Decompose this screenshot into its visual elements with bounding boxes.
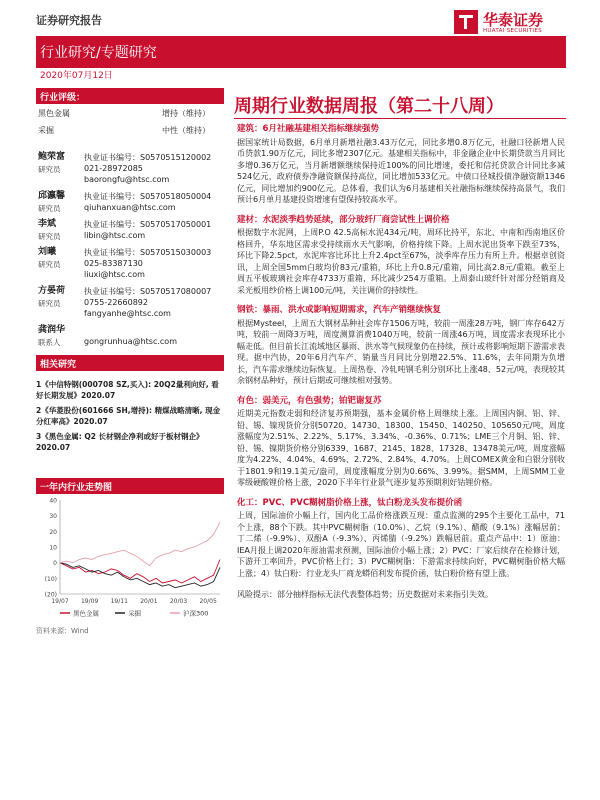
x-tick-label: 19/09: [80, 598, 99, 605]
section-title-chemicals: 化工：PVC、PVC糊树脂价格上涨，钛白粉龙头发布提价函: [237, 497, 463, 508]
rating-section-head: 行业评级：: [36, 88, 224, 104]
analyst-phone: 021-28972085: [84, 164, 143, 173]
rating-sector: 采掘: [38, 126, 54, 135]
rating-value: 增持（维持）: [162, 109, 210, 118]
analyst-role: 研究员: [38, 299, 61, 308]
y-tick-label: 40: [49, 497, 57, 505]
analyst-block: [36, 219, 224, 241]
y-tick-label: 30: [49, 513, 57, 521]
analyst-name: 鲍荣富: [38, 152, 66, 162]
section-title-nonferrous: 有色：弱美元，有色强势；铂钯谢复苏: [237, 395, 382, 406]
chart-head: 一年内行业走势图: [36, 478, 224, 494]
analyst-role: 研究员: [38, 232, 61, 241]
x-tick-label: 20/05: [199, 598, 217, 605]
risk-warning: 风险提示：部分抽样指标无法代表整体趋势；历史数据对未来指引失效。: [237, 590, 493, 599]
sidebar: [36, 88, 224, 453]
report-category: 行业研究/专题研究: [40, 45, 157, 61]
analyst-license: 执业证书编号：S0570518050004: [84, 192, 212, 201]
analyst-name: 刘曦: [38, 247, 57, 257]
related-research-item[interactable]: 1《中信特钢(000708 SZ,买入): 20Q2量利向好, 看好长期发展》2020.07: [36, 380, 219, 400]
page-title: 周期行业数据周报（第二十八周）: [234, 96, 504, 117]
rating-row: [36, 104, 224, 121]
analyst-block: [36, 325, 224, 347]
analyst-license: 执业证书编号：S0570515030003: [84, 248, 212, 257]
x-tick-label: 19/07: [51, 598, 69, 605]
chart-source: 资料来源：Wind: [36, 627, 89, 635]
analyst-license: 执业证书编号：S0570517050001: [84, 220, 212, 229]
analyst-email[interactable]: baorongfu@htsc.com: [84, 175, 170, 184]
related-research-list: [36, 379, 224, 453]
analyst-name: 邱瀛馨: [38, 191, 66, 201]
analyst-email[interactable]: liuxi@htsc.com: [84, 270, 145, 279]
analyst-role: 研究员: [38, 165, 61, 174]
section-body-construction: 据国家统计局数据，6月单月新增社融3.43万亿元，同比多增0.8万亿元，社融口径新增人民币贷款1.90万亿元，同比多增2307亿元。基建相关指标中，非金融企业中长期贷款当月同比多增0.36万亿元，当月新增额继续保持近100%的同比增速，委托和信托贷款合计同比多减524亿元，政府债券净融资额保持高位，同比增加533亿元。中债口径城投债净融资额1346亿元，同比增加约900亿元。总体看，我们认为6月基建相关社融指标继续保持高景气，我们预计6月单月基建投资增速有望保持较高水平。: [237, 137, 565, 204]
related-research-item[interactable]: 2《华菱股份(601666 SH,增持): 精煤战略清晰, 现金分红率高》2020.07: [36, 406, 221, 426]
related-research-item[interactable]: 3《黑色金属: Q2 长材钢企净利或好于板材钢企》2020.07: [36, 432, 204, 452]
analyst-phone: 025-83387130: [84, 259, 143, 268]
analyst-name: 方晏荷: [38, 286, 66, 296]
rating-value: 中性（维持）: [162, 126, 210, 135]
analyst-email[interactable]: fangyanhe@htsc.com: [84, 309, 171, 318]
analyst-block: [36, 152, 224, 185]
huatai-logo: [454, 8, 564, 38]
analyst-license: 执业证书编号：S0570517080007: [84, 287, 212, 296]
analyst-email[interactable]: qiuhanxuan@htsc.com: [84, 203, 176, 212]
section-body-steel: 根据Mysteel，上周五大钢材品种社会库存1506万吨，较前一周涨28万吨，钢厂库存642万吨，较前一周降3万吨，周度测算消费1040万吨，较前一周涨46万吨，周度需求表现环比小幅走低。但目前长江流域地区暴雨、洪水等气候现象仍在持续，预计或将影响短期下游需求表现。据中汽协，20年6月汽车产、销量当月同比分别增22.5%、11.6%，去年同期为负增长，汽车需求继续边际恢复。上周热卷、冷轧吨钢毛利分别环比上涨48、52元/吨，表现较其余钢材品种好，预计后期或可继续相对强势。: [237, 318, 565, 385]
report-type-label: 证券研究报告: [36, 14, 102, 27]
y-tick-label: (20): [44, 591, 57, 599]
rating-sector: 黑色金属: [38, 109, 70, 118]
y-tick-label: 0: [53, 560, 57, 568]
analyst-license: 执业证书编号：S0570515120002: [84, 153, 212, 162]
analyst-email[interactable]: libin@htsc.com: [84, 231, 146, 240]
main-content: [237, 124, 565, 601]
analyst-role: 联系人: [38, 338, 61, 347]
header-band: [36, 36, 566, 68]
section-body-nonferrous: 近期美元指数走弱和经济复苏预期强，基本金属价格上周继续上涨。上周国内铜、铝、锌、铅、锡、镍现货价分别50720、14730、18300、15450、140250、105650元/吨，周度涨幅度为2.51%、2.22%、5.17%、3.34%、-0.36%、0.71%；LME三个月铜、铝、锌、铅、锡、镍期货价格分别6339、1687、2145、1828、17328、13478美元/吨，周度涨幅度为4.22%、4.04%、4.69%、2.72%、2.84%、4.70%。上周COMEX黄金和白银分别收于1801.9和19.1美元/盎司，周度涨幅度分别为0.66%、3.99%。据SMM，上周SMM工业零级硬酸锂价格上涨，2020下半年行业景气逐步复苏预期利好钴锂价格。: [237, 409, 565, 487]
analyst-role: 研究员: [38, 260, 61, 269]
analyst-block: [36, 286, 224, 319]
analyst-email[interactable]: gongrunhua@htsc.com: [84, 337, 177, 346]
x-tick-label: 20/03: [169, 598, 188, 605]
logo-chinese-name: 华泰证券: [483, 11, 544, 29]
section-title-steel: 钢铁：暴雨、洪水或影响短期需求，汽车产销继续恢复: [237, 305, 442, 315]
section-title-building-materials: 建材：水泥淡季趋势延续，部分玻纤厂商尝试性上调价格: [237, 214, 450, 225]
analyst-block: [36, 247, 224, 280]
section-body-chemicals: 上周，国际油价小幅上行，国内化工品价格涨跌互现：重点监测的295个主要化工品中，71个上涨，88个下跌。其中PVC糊树脂（10.0%）、乙烷（9.1%）、醋酸（9.1%）涨幅居前；丁二烯（-9.9%）、双酚A（-9.3%）、丙烯腈（-9.2%）跌幅居前。重点产品中：1）原油：IEA月报上调2020年原油需求预测，国际油价小幅上涨；2）PVC：厂家后续存在检修计划，下游开工率回升，PVC价格上行；3）PVC糊树脂：下游需求持续向好，PVC糊树脂价格大幅上涨；4）钛白粉：行业龙头厂商龙蟒佰利发布提价函，钛白粉价格有望上涨。: [237, 511, 565, 578]
section-title-construction: 建筑：6月社融基建相关指标继续强势: [237, 124, 379, 134]
related-research-head: 相关研究: [36, 355, 224, 371]
analyst-role: 研究员: [38, 204, 61, 213]
huatai-logo-icon: [454, 10, 478, 34]
legend-label: 黑色金属: [73, 609, 99, 618]
report-date: 2020年07月12日: [40, 71, 113, 81]
legend-label: 采掘: [128, 609, 141, 618]
legend-label: 沪深300: [183, 609, 209, 618]
x-tick-label: 19/11: [110, 598, 128, 605]
y-tick-label: (10): [44, 575, 57, 583]
analyst-block: [36, 191, 224, 213]
logo-english-name: HUATAI SECURITIES: [483, 28, 542, 34]
industry-trend-chart: [36, 478, 224, 618]
trend-chart-svg: [36, 494, 224, 618]
y-tick-label: 20: [49, 528, 57, 536]
title-divider: [234, 118, 566, 119]
y-tick-label: 10: [49, 544, 57, 552]
analyst-name: 李斌: [38, 219, 57, 229]
analyst-name: 龚润华: [38, 325, 66, 335]
section-body-building-materials: 根据数字水泥网，上周P.O 42.5高标水泥434元/吨，周环比持平，东北、中南和西南地区价格回升，华东地区需求受持续雨水天气影响，价格持续下降。上周水泥出货率下跌至73%，环比下降2.5pct，水泥库容比环比上升2.4pct至67%，淡季库存压力有所上升。根据卓创资讯，上周全国5mm白玻均价83元/重箱，环比上升0.8元/重箱，同比高2.8元/重箱。截至上周五平板玻璃社会库存4733万重箱，环比减少254万重箱。上周泰山玻纤针对部分经销商及采光板用纱价格上调100元/吨，关注调价的持续性。: [237, 228, 565, 295]
series-line: [60, 522, 220, 566]
analyst-phone: 0755-22660892: [84, 298, 148, 307]
rating-row: [36, 121, 224, 138]
x-tick-label: 20/01: [140, 598, 158, 605]
